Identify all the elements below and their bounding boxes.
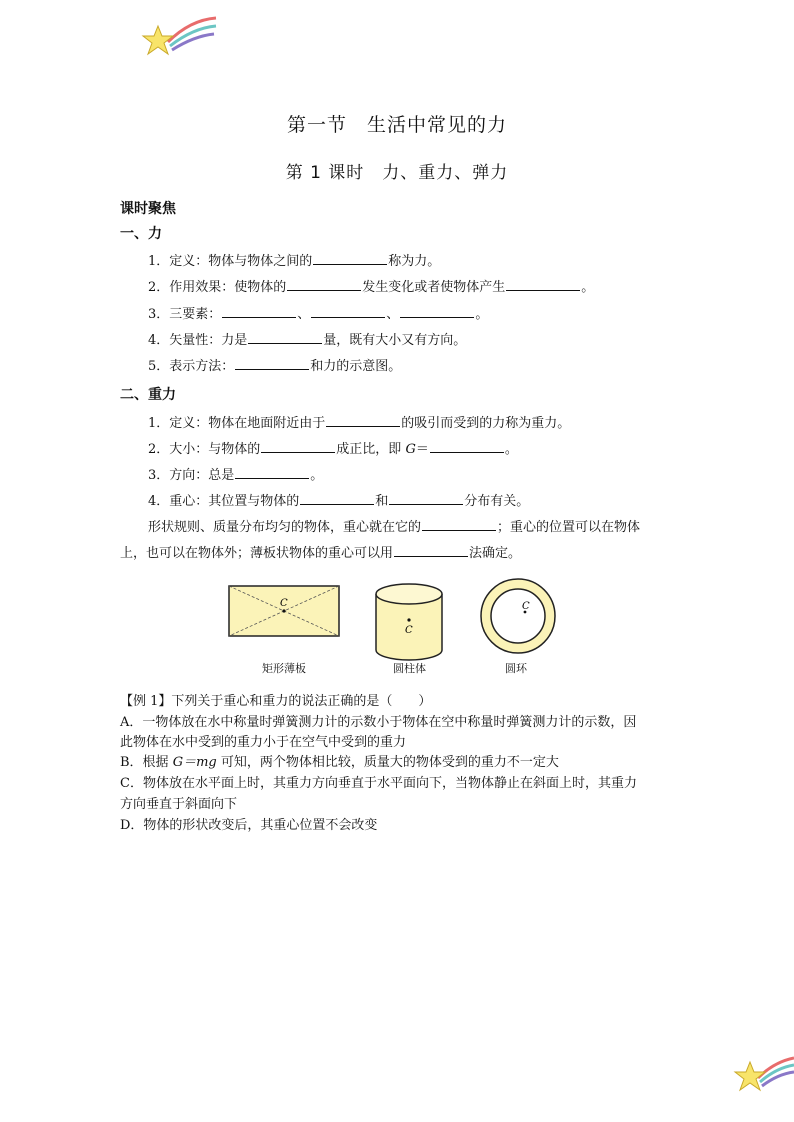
fill-blank xyxy=(394,544,468,557)
ring-figure xyxy=(481,579,555,653)
part2-line4: 4．重心：其位置与物体的 和 分布有关。 xyxy=(148,494,530,509)
rectangle-plate-figure xyxy=(229,586,339,636)
section-label: 课时聚焦 xyxy=(120,201,176,217)
fill-blank xyxy=(311,305,385,318)
fill-blank xyxy=(235,466,309,479)
fill-blank xyxy=(222,305,296,318)
part1-line2: 2．作用效果：使物体的 发生变化或者使物体产生 。 xyxy=(148,280,595,295)
option-a-line2: 此物体在水中受到的重力小于在空气中受到的重力 xyxy=(120,735,407,750)
part1-heading: 一、力 xyxy=(120,226,162,242)
part1-line3: 3．三要素： 、 、 。 xyxy=(148,307,489,322)
option-c-line1: C．物体放在水平面上时，其重力方向垂直于水平面向下，当物体静止在斜面上时，其重力 xyxy=(120,776,637,791)
example-stem: 【例 1】下列关于重心和重力的说法正确的是（ ） xyxy=(120,694,432,709)
part1-line4: 4．矢量性：力是 量，既有大小又有方向。 xyxy=(148,333,467,348)
option-d: D．物体的形状改变后，其重心位置不会改变 xyxy=(120,818,378,833)
part2-line2: 2．大小：与物体的 成正比，即 G＝ 。 xyxy=(148,442,518,457)
part2-heading: 二、重力 xyxy=(120,387,176,403)
page-subtitle: 第 1 课时 力、重力、弹力 xyxy=(285,163,509,183)
option-a-line1: A．一物体放在水中称量时弹簧测力计的示数小于物体在空中称量时弹簧测力计的示数，因 xyxy=(120,715,637,730)
fill-blank xyxy=(422,518,496,531)
part2-para-line2: 上，也可以在物体外；薄板状物体的重心可以用 法确定。 xyxy=(120,546,522,561)
label-c: C xyxy=(522,601,530,612)
fill-blank xyxy=(261,440,335,453)
fill-blank xyxy=(287,278,361,291)
part1-line5: 5．表示方法： 和力的示意图。 xyxy=(148,359,402,374)
part2-line3: 3．方向：总是 。 xyxy=(148,468,324,483)
part2-line1: 1．定义：物体在地面附近由于 的吸引而受到的力称为重力。 xyxy=(148,416,571,431)
option-c-line2: 方向垂直于斜面向下 xyxy=(120,797,238,812)
fill-blank xyxy=(506,278,580,291)
shooting-star-icon xyxy=(730,1050,794,1096)
label-c: C xyxy=(280,598,288,609)
part1-line1: 1．定义：物体与物体之间的 称为力。 xyxy=(148,254,441,269)
fill-blank xyxy=(248,331,322,344)
fill-blank xyxy=(389,492,463,505)
fill-blank xyxy=(326,414,400,427)
option-b: B．根据 G＝mg 可知，两个物体相比较，质量大的物体受到的重力不一定大 xyxy=(120,755,559,770)
label-c: C xyxy=(405,625,413,636)
caption-rectangle: 矩形薄板 xyxy=(262,662,306,675)
page-title: 第一节 生活中常见的力 xyxy=(286,114,507,136)
caption-ring: 圆环 xyxy=(505,662,527,675)
fill-blank xyxy=(313,252,387,265)
caption-cylinder: 圆柱体 xyxy=(393,662,426,675)
cylinder-figure xyxy=(376,584,442,660)
part2-para-line1: 形状规则、质量分布均匀的物体，重心就在它的 ；重心的位置可以在物体 xyxy=(148,520,641,535)
fill-blank xyxy=(430,440,504,453)
shooting-star-icon xyxy=(138,16,218,60)
fill-blank xyxy=(400,305,474,318)
fill-blank xyxy=(300,492,374,505)
fill-blank xyxy=(235,357,309,370)
